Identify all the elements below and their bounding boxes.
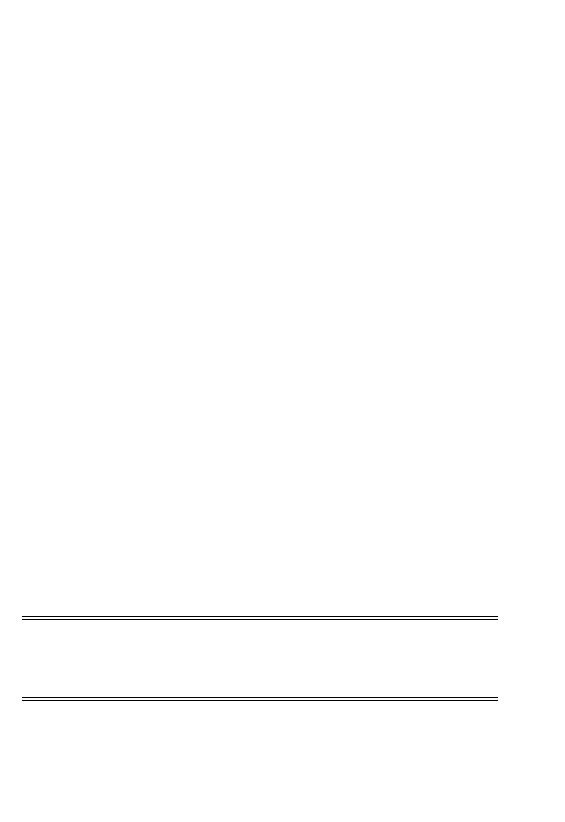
- table-divider-top-2: [22, 619, 498, 620]
- inspection-stamp: [384, 708, 516, 788]
- table-divider-bottom-2: [22, 700, 498, 701]
- chromatogram-chart: [0, 300, 565, 590]
- table-divider-top: [22, 616, 498, 617]
- table-divider-bottom: [22, 697, 498, 698]
